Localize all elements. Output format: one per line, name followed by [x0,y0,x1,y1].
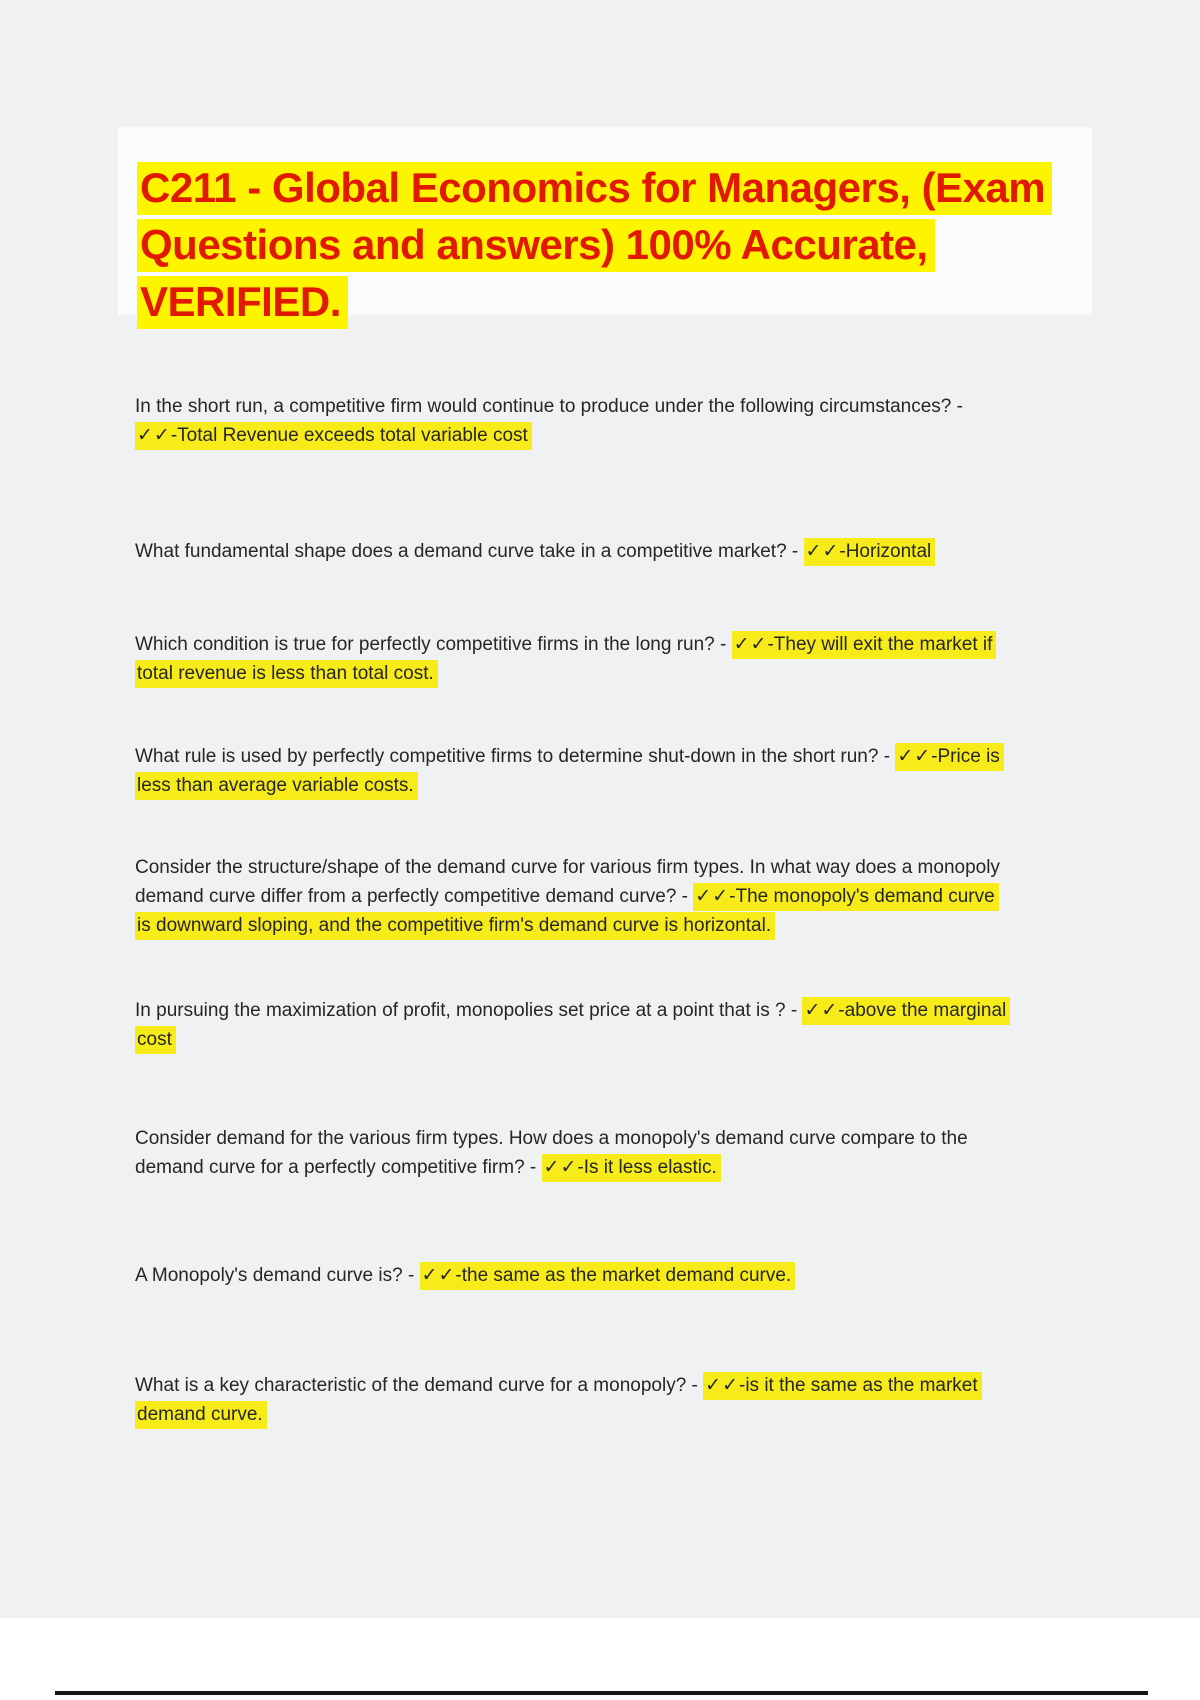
question-text: Which condition is true for perfectly competitive firms in the long run? - [135,634,732,655]
qa-item [135,742,1007,800]
qa-item [135,1371,1007,1429]
question-text: A Monopoly's demand curve is? - [135,1265,420,1286]
answer-text: -They will exit the market if total revenue is less than total cost. [137,634,993,684]
double-checkmark-icon: ✓✓ [695,885,730,907]
footer-band [0,1618,1200,1700]
double-checkmark-icon: ✓✓ [543,1156,578,1178]
answer-highlight [542,1154,721,1182]
answer-text: -The monopoly's demand curve is downward sloping, and the competitive firm's demand curve is horizontal. [137,886,995,936]
double-checkmark-icon: ✓✓ [137,424,171,446]
answer-text: -is it the same as the market demand curve. [137,1375,978,1425]
question-text: In the short run, a competitive firm would continue to produce under the following circumstances? - [135,396,963,417]
qa-item [135,853,1007,940]
double-checkmark-icon: ✓✓ [805,540,840,562]
answer-text: -the same as the market demand curve. [455,1265,792,1286]
answer-text: -Horizontal [839,541,932,562]
question-text: What fundamental shape does a demand curve take in a competitive market? - [135,541,804,562]
qa-item [135,630,1007,688]
double-checkmark-icon: ✓✓ [421,1264,456,1286]
answer-text: -Price is less than average variable costs. [137,746,1000,796]
question-text: Consider the structure/shape of the demand curve for various firm types. In what way does a monopoly demand curve differ from a perfectly competitive demand curve? - [135,857,1000,907]
question-text: Consider demand for the various firm types. How does a monopoly's demand curve compare to the demand curve for a perfectly competitive firm? - [135,1128,968,1178]
answer-text: -Is it less elastic. [577,1157,717,1178]
question-text: In pursuing the maximization of profit, monopolies set price at a point that is ? - [135,1000,803,1021]
question-text: What is a key characteristic of the demand curve for a monopoly? - [135,1375,704,1396]
answer-highlight [135,422,532,450]
qa-item [135,537,1007,566]
page-title [137,159,1077,330]
qa-item [135,392,1007,450]
qa-item [135,1124,1007,1182]
qa-item [135,1261,1007,1290]
page-title-highlight: C211 - Global Economics for Managers, (Exam Questions and answers) 100% Accurate, VERIFIED. [137,162,1052,329]
question-text: What rule is used by perfectly competitive firms to determine shut-down in the short run? - [135,746,896,767]
footer-rule [55,1691,1148,1695]
qa-item [135,996,1007,1054]
double-checkmark-icon: ✓✓ [897,745,932,767]
double-checkmark-icon: ✓✓ [705,1374,739,1396]
double-checkmark-icon: ✓✓ [804,999,839,1021]
answer-text: -Total Revenue exceeds total variable cost [170,425,528,446]
answer-highlight [804,538,936,566]
answer-text: -above the marginal cost [137,1000,1007,1050]
double-checkmark-icon: ✓✓ [733,633,768,655]
answer-highlight [420,1262,796,1290]
